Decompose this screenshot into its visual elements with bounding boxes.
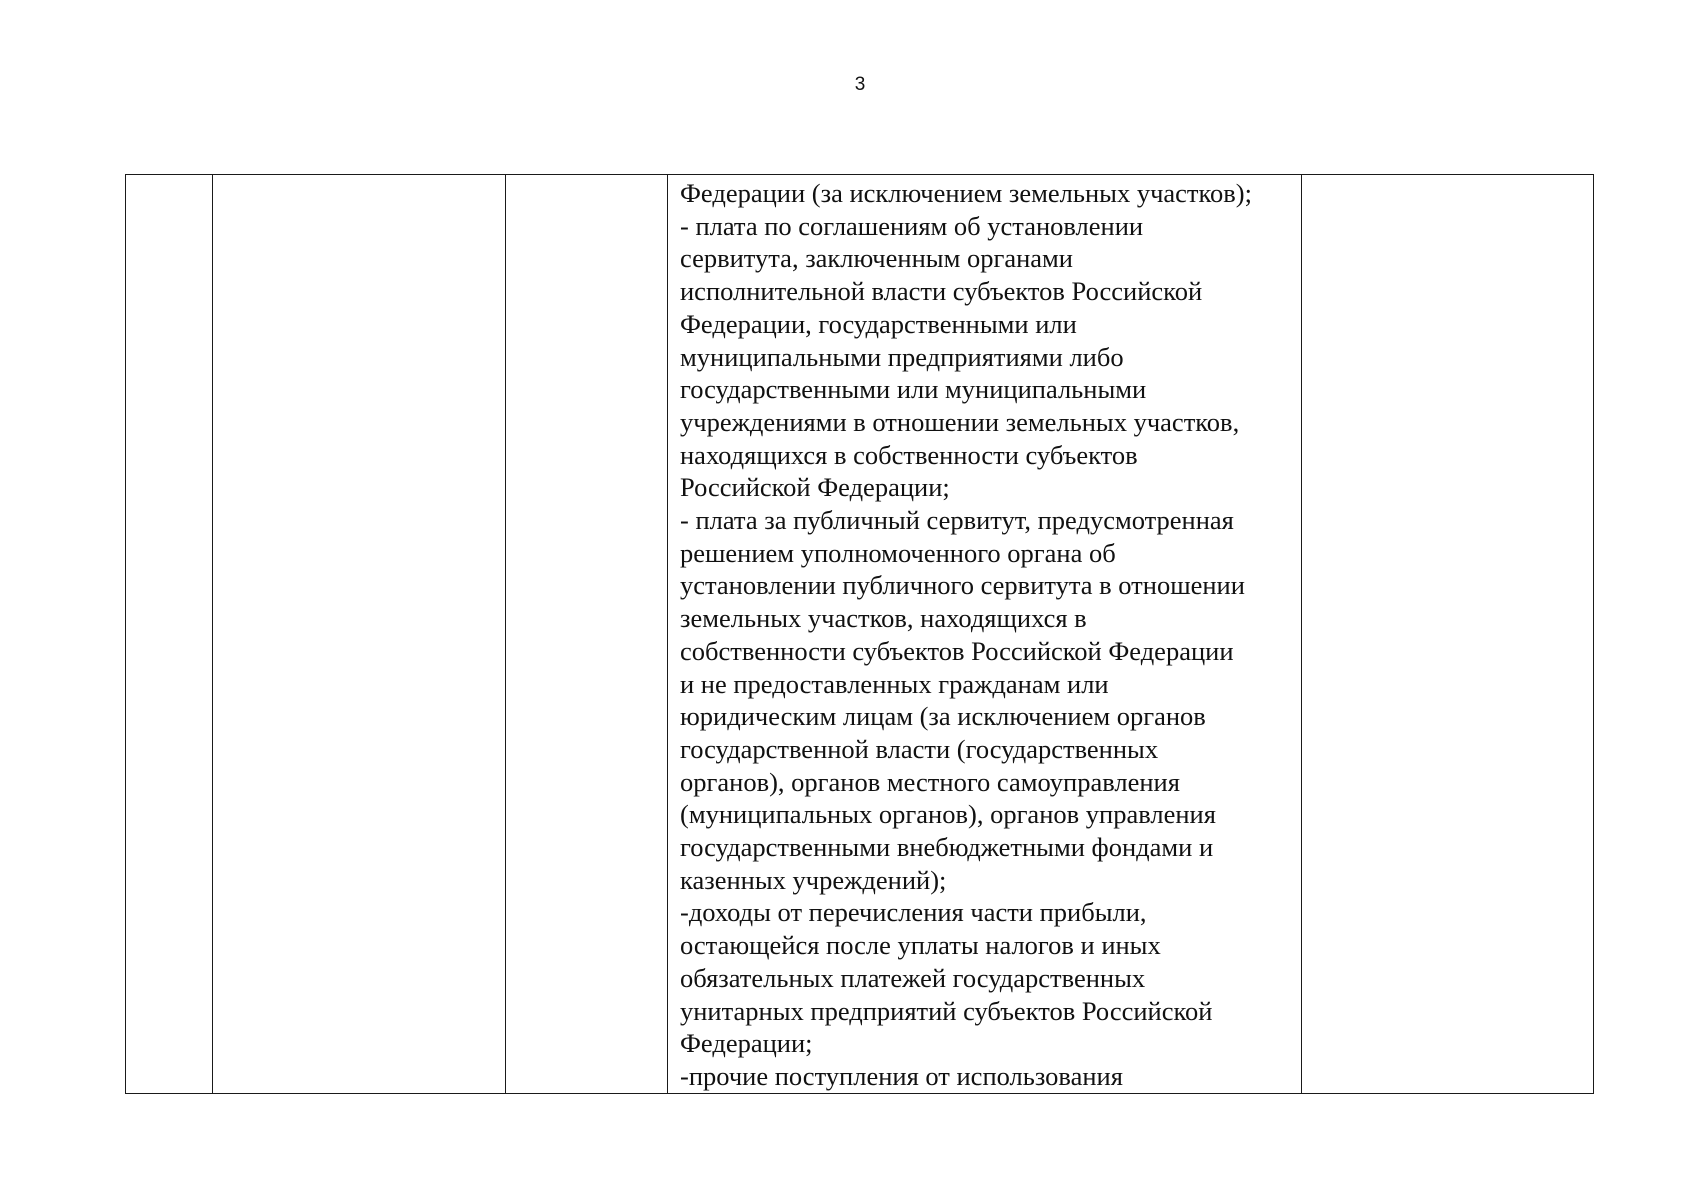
text-line: Федерации, государственными или [680,308,1077,339]
text-line: юридическим лицам (за исключением органов [680,701,1206,732]
table-cell-col-4 [668,175,1302,1094]
text-line: исполнительной власти субъектов Российской [680,276,1203,307]
text-line: сервитута, заключенным органами [680,243,1073,274]
table-cell-col-1 [126,175,213,1094]
document-table [125,174,1594,1094]
page-number: 3 [854,74,866,95]
text-line: и не предоставленных гражданам или [680,668,1109,699]
revenue-description-text [668,175,1301,1093]
text-line: находящихся в собственности субъектов [680,439,1138,470]
text-line: органов), органов местного самоуправления [680,766,1180,797]
table-cell-col-2 [213,175,506,1094]
table-cell-col-5 [1302,175,1594,1094]
text-line: государственными или муниципальными [680,374,1147,405]
text-line: Российской Федерации; [680,472,950,503]
text-line: - плата по соглашениям об установлении [680,210,1144,241]
text-line: Федерации; [680,1028,813,1059]
text-line: (муниципальных органов), органов управления [680,799,1216,830]
text-line: установлении публичного сервитута в отношении [680,570,1245,601]
text-line: собственности субъектов Российской Федерации [680,635,1234,666]
text-line: муниципальными предприятиями либо [680,341,1124,372]
text-line: Федерации (за исключением земельных участков); [680,178,1252,208]
text-line: -доходы от перечисления части прибыли, [680,897,1147,928]
text-line: казенных учреждений); [680,864,947,895]
text-line: - плата за публичный сервитут, предусмотренная [680,505,1234,536]
text-line: остающейся после уплаты налогов и иных [680,930,1161,961]
text-line: учреждениями в отношении земельных участков, [680,406,1240,437]
text-line: унитарных предприятий субъектов Российской [680,995,1213,1026]
text-line: государственными внебюджетными фондами и [680,832,1214,863]
text-line: государственной власти (государственных [680,733,1159,764]
text-line: -прочие поступления от использования [680,1060,1123,1091]
text-line: решением уполномоченного органа об [680,537,1116,568]
table-row [126,175,1594,1094]
table-cell-col-3 [506,175,668,1094]
text-line: обязательных платежей государственных [680,962,1146,993]
text-line: земельных участков, находящихся в [680,603,1087,634]
